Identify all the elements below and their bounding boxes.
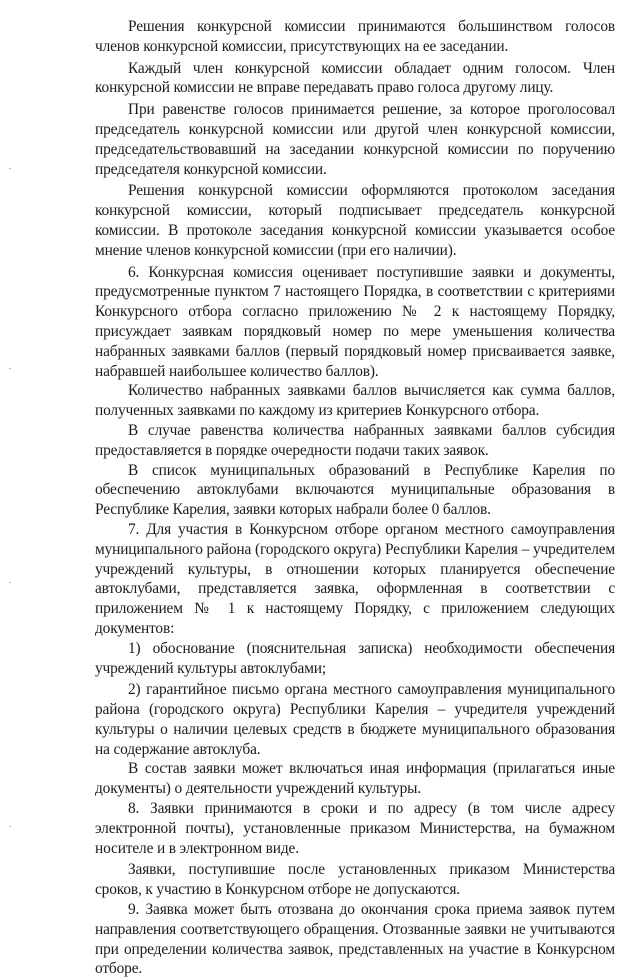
scan-mark: [9, 826, 11, 827]
paragraph-protocol: Решения конкурсной комиссии оформляются протоколом заседания конкурсной комиссии, который подписывает председатель конкурсной комиссии. В протоколе заседания конкурсной комиссии указывается особое мнение членов конкурсной комиссии (при его наличии).: [95, 182, 615, 259]
paragraph-one-vote: Каждый член конкурсной комиссии обладает одним голосом. Член конкурсной комиссии не вправе передавать право голоса другому лицу.: [95, 59, 615, 97]
scan-mark: [9, 582, 11, 583]
paragraph-list-of-municipalities: В список муниципальных образований в Республике Карелия по обеспечению автоклубами включаются муниципальные образования в Республике Карелия, заявки которых набрали более 0 баллов.: [95, 461, 615, 519]
paragraph-document-2: 2) гарантийное письмо органа местного самоуправления муниципального района (городского округа) Республики Карелия – учредителя учреждений культуры о наличии целевых средств в бюджете муниципального образования на содержание автоклуба.: [95, 681, 615, 758]
paragraph-document-1: 1) обоснование (пояснительная записка) необходимости обеспечения учреждений культуры автоклубами;: [95, 639, 615, 677]
paragraph-equal-score: В случае равенства количества набранных заявками баллов субсидия предоставляется в порядке очередности подачи таких заявок.: [95, 421, 615, 459]
paragraph-score-sum: Количество набранных заявками баллов вычисляется как сумма баллов, полученных заявками по каждому из критериев Конкурсного отбора.: [95, 382, 615, 420]
scan-mark: [9, 368, 11, 369]
paragraph-item-8: 8. Заявки принимаются в сроки и по адресу (в том числе адресу электронной почты), установленные приказом Министерства, на бумажном носителе и в электронном виде.: [95, 800, 615, 857]
paragraph-item-6: 6. Конкурсная комиссия оценивает поступившие заявки и документы, предусмотренные пунктом 7 настоящего Порядка, в соответствии с критериями Конкурсного отбора согласно приложению № 2 к настоящему Порядку, присуждает заявкам порядковый номер по мере уменьшения количества набранных заявками баллов (первый порядковый номер присваивается заявке, набравшей наибольшее количество баллов).: [95, 263, 615, 380]
paragraph-item-9: 9. Заявка может быть отозвана до окончания срока приема заявок путем направления соответствующего обращения. Отозванные заявки не учитываются при определении количества заявок, представленных на участие в Конкурсном отборе.: [95, 901, 615, 978]
document-page: [95, 17, 615, 979]
paragraph-equal-votes: При равенстве голосов принимается решение, за которое проголосовал председатель конкурсной комиссии или другой член конкурсной комиссии, председательствовавший на заседании конкурсной комиссии по поручению председателя конкурсной комиссии.: [95, 101, 615, 178]
paragraph-item-7: 7. Для участия в Конкурсном отборе органом местного самоуправления муниципального района (городского округа) Республики Карелия – учредителем учреждений культуры, в отношении которых планируется обеспечение автоклубами, представляется заявка, оформленная в соответствии с приложением № 1 к настоящему Порядку, с приложением следующих документов:: [95, 520, 615, 637]
scan-mark: [9, 168, 11, 169]
paragraph-late-applications: Заявки, поступившие после установленных приказом Министерства сроков, к участию в Конкурсном отборе не допускаются.: [95, 861, 615, 899]
paragraph-voting-majority: Решения конкурсной комиссии принимаются большинством голосов членов конкурсной комиссии, присутствующих на ее заседании.: [95, 18, 615, 55]
paragraph-other-info: В состав заявки может включаться иная информация (прилагаться иные документы) о деятельности учреждений культуры.: [95, 760, 615, 798]
